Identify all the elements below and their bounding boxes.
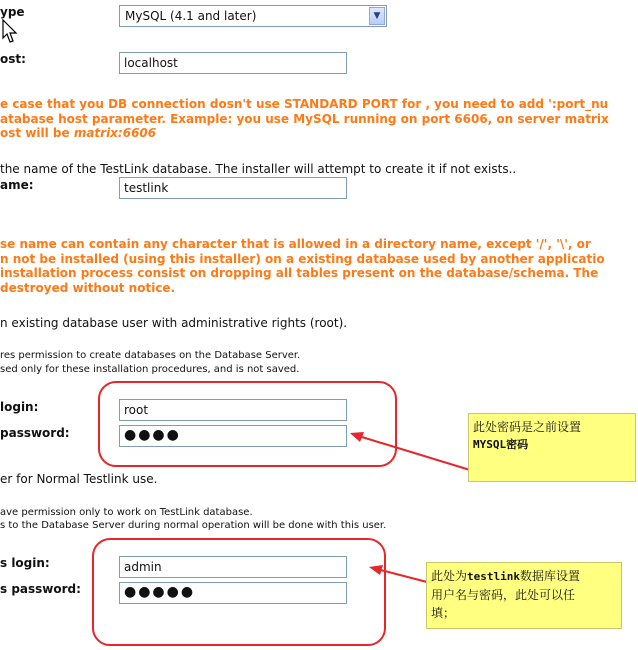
- name-warning-line3: installation process consist on dropping all tables present on the database/schema. The: [0, 266, 599, 280]
- annotation-note-mysql-password: 此处密码是之前设置 MYSQL密码: [468, 413, 636, 482]
- admin-login-input[interactable]: root: [119, 399, 347, 421]
- host-warning-line3: ost will be matrix:6606: [0, 126, 157, 140]
- arrow-icon: [340, 420, 475, 475]
- normal-login-label: s login:: [0, 556, 50, 570]
- normal-password-input[interactable]: ●●●●●: [119, 582, 347, 604]
- name-warning-line4: destroyed without notice.: [0, 281, 176, 295]
- db-type-label: ype: [0, 5, 25, 19]
- admin-password-label: password:: [0, 426, 70, 440]
- name-warning-line1: se name can contain any character that is allowed in a directory name, except '/', '\', or: [0, 237, 591, 251]
- normal-user-intro: er for Normal Testlink use.: [0, 472, 158, 486]
- host-warning-line1: e case that you DB connection dosn't use STANDARD PORT for , you need to add ':port_nu: [0, 97, 609, 111]
- db-name-input[interactable]: testlink: [119, 177, 347, 199]
- db-host-input[interactable]: localhost: [119, 52, 347, 74]
- arrow-icon: [365, 560, 430, 590]
- admin-login-label: login:: [0, 400, 39, 414]
- db-name-label: ame:: [0, 178, 34, 192]
- normal-password-label: s password:: [0, 582, 81, 596]
- chevron-down-icon[interactable]: ▼: [369, 7, 385, 25]
- db-host-label: ost:: [0, 52, 26, 66]
- normal-login-input[interactable]: admin: [119, 556, 347, 578]
- host-warning-line2: atabase host parameter. Example: you use MySQL running on port 6606, on server matrix: [0, 112, 609, 126]
- name-warning-line2: n not be installed (using this installer) on a existing database used by another applicatio: [0, 252, 605, 266]
- admin-note-line1: res permission to create databases on the Database Server.: [0, 350, 301, 361]
- mouse-cursor-icon: [2, 19, 18, 45]
- db-type-selected-value: MySQL (4.1 and later): [125, 9, 257, 23]
- normal-note-line2: s to the Database Server during normal operation will be done with this user.: [0, 520, 387, 531]
- normal-note-line1: ave permission only to work on TestLink database.: [0, 507, 253, 518]
- db-type-select[interactable]: [119, 5, 387, 27]
- admin-user-intro: n existing database user with administrative rights (root).: [0, 316, 348, 330]
- admin-note-line2: sed only for these installation procedures, and is not saved.: [0, 364, 300, 375]
- admin-password-input[interactable]: ●●●●: [119, 425, 347, 447]
- db-name-intro: the name of the TestLink database. The installer will attempt to create it if not exists..: [0, 162, 517, 176]
- annotation-note-testlink-user: 此处为testlink数据库设置 用户名与密码，此处可以任 填；: [426, 562, 622, 629]
- normal-credentials-highlight: [92, 538, 386, 646]
